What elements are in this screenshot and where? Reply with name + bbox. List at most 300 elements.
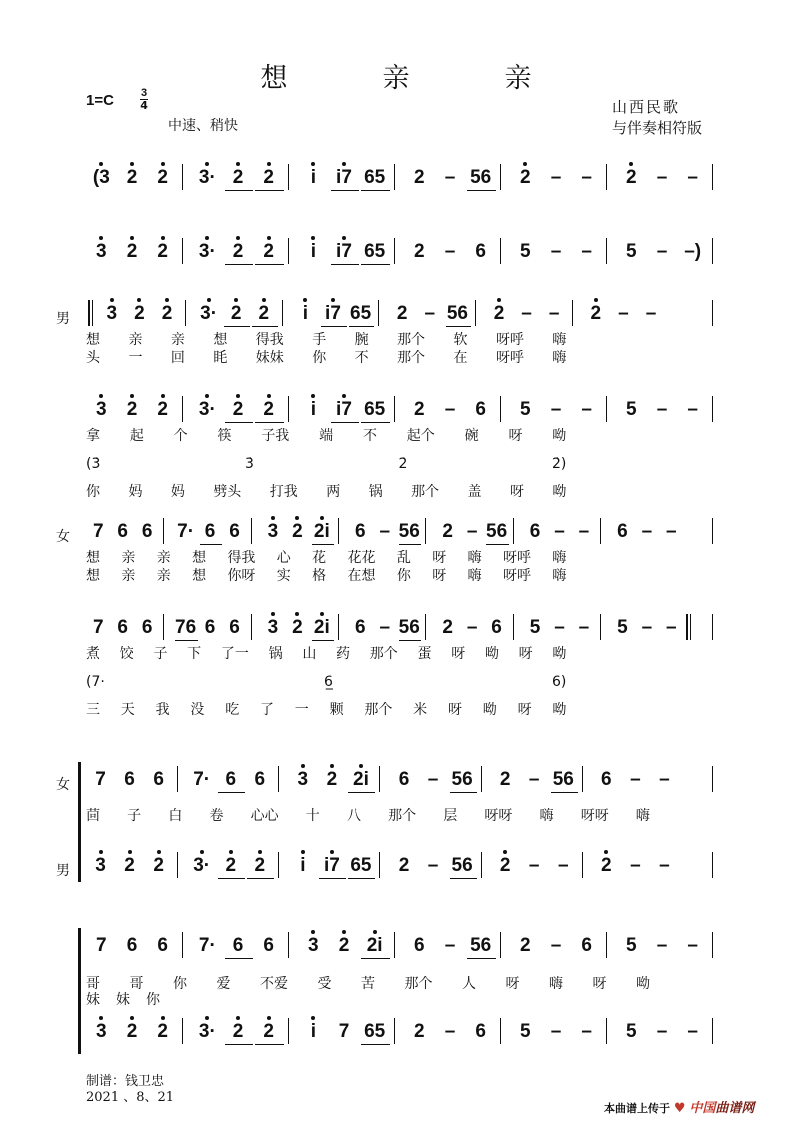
note: 2 [520,167,531,188]
note: 7 [338,1021,350,1042]
lyric-word: 碗 [464,428,479,444]
beam-line [399,640,421,641]
note: – [528,769,540,790]
lyric-word: 哥 [86,976,100,992]
bar-line [378,300,379,326]
bar-line [572,300,573,326]
note: 2 [520,935,531,956]
lyric-word: 2̇ [398,456,408,472]
bar-line [481,852,482,878]
lyric-word: 饺 [119,646,134,662]
bar-line [278,852,279,878]
bar-line-end [712,238,713,264]
lyric-word: 打我 [269,484,298,500]
note: 5 [626,399,637,420]
bar-line [379,766,380,792]
note: 6 [263,935,274,956]
lyric-word: 嗨 [552,550,567,566]
octave-dot [110,298,114,302]
octave-dot [497,298,501,302]
lyric-word: 一 [128,350,143,366]
beam-line [218,878,245,879]
bar-line [394,238,395,264]
bar-line-end [712,1018,713,1044]
octave-dot [157,850,161,854]
octave-dot [295,516,299,520]
credit-date: 2021 、8、21 [86,1090,175,1105]
bar-line [163,518,164,544]
beam-line [312,640,334,641]
note: 7· [193,769,211,790]
beam-line [255,422,284,423]
bar-line [606,238,607,264]
note: 3 [96,241,107,262]
bar-line [500,164,501,190]
lyric-word: 呀 [505,976,520,992]
lyric-word: 在想 [347,568,376,584]
lyric-line [86,484,566,500]
site-name-1: 中国 [689,1101,716,1116]
lyric-word: 实 [276,568,291,584]
lyric-word: 劈头 [213,484,242,500]
note: 2 [126,1021,138,1042]
bar-line [177,852,178,878]
note: 2 [442,617,453,638]
note: 3· [198,1021,216,1042]
note: – [618,303,629,324]
lyric-word: 手 [312,332,327,348]
lyric-word: 受 [317,976,332,992]
lyric-word: 嗨 [467,568,482,584]
bar-line [425,614,426,640]
bar-line [606,1018,607,1044]
lyric-word: 嗨 [552,350,567,366]
note: i7 [336,167,352,188]
lyric-word: 呀呀 [484,808,513,824]
lyric-word: 软 [453,332,468,348]
note: 2 [292,617,303,638]
note: 2 [626,167,637,188]
note: 6 [475,241,486,262]
octave-dot [523,162,527,166]
octave-dot [236,162,240,166]
octave-dot [205,394,209,398]
octave-dot [311,930,315,934]
note: – [687,167,698,188]
beam-line [225,422,254,423]
beam-line [321,326,347,327]
note: 2 [396,303,408,324]
lyric-word: 锅 [368,484,383,500]
note: 3 [96,399,107,420]
octave-dot [161,1016,165,1020]
note: 2 [442,521,453,542]
song-source: 山西民歌 [612,98,681,116]
note: 7 [92,521,104,542]
note: – [641,617,653,638]
lyric-word: 格 [312,568,327,584]
note: – [578,521,590,542]
lyric-word: 妈 [128,484,143,500]
note: – [554,617,565,638]
lyric-word: 嗨 [467,550,482,566]
note: – [656,399,668,420]
lyric-word: 山 [302,646,317,662]
credit-author: 制谱：钱卫忠 [86,1074,165,1089]
bar-line [182,396,183,422]
lyric-word: 那个 [369,646,398,662]
bar-line [288,238,289,264]
note: 5 [626,1021,637,1042]
octave-dot [137,298,141,302]
bar-line [163,614,164,640]
note: i7 [336,241,352,262]
note: – [581,1021,592,1042]
note: – [557,855,569,876]
lyric-word: 呦 [482,702,497,718]
note: i [302,303,309,324]
note: 2 [161,303,173,324]
note: – [466,617,478,638]
note: 6 [232,935,244,956]
bar-line [500,238,501,264]
note: – [581,241,592,262]
lyric-word: 呀 [447,702,462,718]
octave-dot [303,298,307,302]
lyric-word: 锅 [268,646,283,662]
note: 6 [355,617,366,638]
bar-line [394,1018,395,1044]
lyric-word: 呀 [592,976,607,992]
octave-dot [128,850,132,854]
note: – [645,303,657,324]
bar-line [394,164,395,190]
lyric-word: 煮 [86,646,100,662]
note: 6 [141,521,153,542]
note: 2 [414,167,425,188]
note: – [521,303,532,324]
note: 2 [157,1021,168,1042]
bar-line-end [712,396,713,422]
note: 65 [364,1021,386,1042]
note: 6 [141,617,153,638]
note: 3 [267,617,279,638]
note: 2 [254,855,266,876]
note: – [444,935,456,956]
bar-line [513,614,514,640]
note: – [659,769,670,790]
key-signature: 1=C [86,92,114,109]
system-bracket [78,928,81,1054]
note: 2 [414,399,425,420]
note: 6 [157,935,168,956]
note: – [659,855,670,876]
octave-dot [311,162,315,166]
bar-line [282,300,283,326]
lyric-word: 呀呀 [580,808,609,824]
lyric-word: 了 [259,702,274,718]
octave-dot [267,162,271,166]
octave-dot [205,1016,209,1020]
lyric-word: 不 [362,428,377,444]
note: – [444,399,456,420]
note: 2 [258,303,270,324]
lyric-line [86,702,566,718]
octave-dot [320,612,324,616]
bar-line [379,852,380,878]
note: 6 [398,769,410,790]
note: – [656,241,668,262]
note: 2 [601,855,612,876]
note: 6 [581,935,592,956]
bar-line [394,932,395,958]
note: 6 [601,769,612,790]
note: 56 [451,769,473,790]
note: 2 [493,303,505,324]
beam-line [361,958,390,959]
note: 6 [475,1021,486,1042]
note: 7 [95,769,106,790]
lyric-line [86,332,566,348]
note: – [687,1021,698,1042]
beam-line [361,264,390,265]
note: – [444,241,456,262]
lyric-word: 子 [127,808,142,824]
repeat-bar-thin [92,300,93,326]
note: – [444,167,456,188]
note: 2 [126,241,138,262]
octave-dot [130,394,134,398]
lyric-word: 呀呼 [502,550,531,566]
lyric-word: 起 [129,428,144,444]
beam-line [450,878,477,879]
lyric-word: 呦 [636,976,650,992]
lyric-word: 米 [413,702,428,718]
note: – [466,521,478,542]
note: – [641,521,653,542]
note: 2 [499,769,511,790]
note: – [528,855,540,876]
note: 2 [232,399,244,420]
beam-line [224,326,250,327]
note: – [581,167,592,188]
note: 2 [414,241,425,262]
note: 2 [124,855,135,876]
lyric-word: 2̇) [552,456,567,472]
lyric-word: 天 [120,702,135,718]
octave-dot [236,236,240,240]
note: – [550,167,562,188]
beam-line [331,264,360,265]
lyric-word: 人 [462,976,476,992]
note: 3 [267,521,279,542]
note: (3 [92,167,110,188]
octave-dot [258,850,262,854]
bar-line [606,396,607,422]
note: 2 [326,769,338,790]
note: 56 [486,521,508,542]
lyric-word: 妹妹 [255,350,284,366]
lyric-word: 那个 [397,350,426,366]
note: 2 [134,303,145,324]
note: i [310,399,316,420]
lyric-word: 下 [187,646,202,662]
lyric-line [86,992,160,1008]
lyric-word: (7· [86,674,105,690]
lyric-word: 你呀 [227,568,256,584]
bar-line [338,518,339,544]
lyric-word: 哥 [129,976,144,992]
octave-dot [267,394,271,398]
repeat-bar [88,300,90,326]
lyric-word: 眊 [213,350,228,366]
note: – [630,769,641,790]
note: 2 [590,303,602,324]
note: 56 [470,167,492,188]
lyric-word: 那个 [388,808,417,824]
octave-dot [271,516,275,520]
voice-label: 男 [56,863,70,879]
note: 5 [520,241,531,262]
time-signature [140,88,148,111]
lyric-word: 妹 [86,992,100,1008]
note: 76 [175,617,197,638]
octave-dot [267,236,271,240]
bar-line [182,164,183,190]
beam-line [200,544,222,545]
bar-line [338,614,339,640]
lyric-word: 腕 [354,332,369,348]
voice-label: 女 [56,529,70,545]
note: 5 [520,399,531,420]
octave-dot [161,394,165,398]
site-logo-icon: ♥ [673,1101,686,1116]
song-title: 想 亲 亲 [260,63,566,94]
note: 2 [292,521,303,542]
note: – [550,935,562,956]
lyric-line [86,568,566,584]
lyric-word: 了一 [220,646,249,662]
bar-line [500,396,501,422]
octave-dot [594,298,598,302]
lyric-word: 6) [552,674,567,690]
octave-dot [130,236,134,240]
bar-line [606,164,607,190]
octave-dot [200,850,204,854]
upload-note [604,1097,754,1116]
note: – [656,1021,668,1042]
beam-line [348,792,375,793]
lyric-word: 吃 [225,702,240,718]
note: 3 [297,769,309,790]
note: – [550,399,562,420]
bar-line [251,614,252,640]
beam-line [225,264,254,265]
octave-dot [130,162,134,166]
octave-dot [331,298,335,302]
note: – [424,303,436,324]
octave-dot [130,1016,134,1020]
bar-line-end [712,932,713,958]
note: – [656,935,668,956]
octave-dot [236,1016,240,1020]
note: 2 [157,241,168,262]
lyric-word: 药 [336,646,351,662]
lyric-word: 呀 [508,428,523,444]
lyric-word: 呦 [552,428,567,444]
note: – [427,855,439,876]
note: 6 [124,769,135,790]
octave-dot [205,162,209,166]
lyric-word: 苦 [361,976,375,992]
note: 6 [355,521,366,542]
lyric-word: 亲 [128,332,143,348]
note: – [379,617,391,638]
octave-dot [99,394,103,398]
octave-dot [262,298,266,302]
octave-dot [229,850,233,854]
lyric-word: 呀 [517,702,532,718]
beam-line [361,422,390,423]
bar-line [606,932,607,958]
lyric-line [86,428,566,444]
lyric-word: 妹 [116,992,130,1008]
note: 56 [451,855,473,876]
beam-line [319,878,346,879]
lyric-word: 呦 [484,646,499,662]
beam-line [175,640,197,641]
note: i [310,241,316,262]
note: 2 [232,1021,244,1042]
repeat-bar-thin [690,614,691,640]
note: 6 [617,521,628,542]
note: 6 [204,617,216,638]
note: 6 [153,769,164,790]
lyric-word: 子我 [261,428,290,444]
lyric-word: 两 [326,484,341,500]
note: 2i [313,617,330,638]
note: 6 [254,769,266,790]
note: – [427,769,439,790]
lyric-word: 想 [86,550,100,566]
note: 2 [338,935,350,956]
note: 2 [263,1021,274,1042]
lyric-word: 呀 [432,550,447,566]
note: – [630,855,641,876]
note: 3· [198,167,216,188]
bar-line [500,1018,501,1044]
note: 5 [529,617,541,638]
lyric-word: 呦 [552,484,567,500]
note: 6 [204,521,216,542]
lyric-line [86,350,566,366]
beam-line [247,878,274,879]
note: 2 [126,399,138,420]
beam-line [446,326,472,327]
lyric-word: 层 [443,808,458,824]
lyric-word: 蛋 [417,646,432,662]
note: i [310,167,316,188]
lyric-word: 你 [86,484,100,500]
lyric-word: 三 [86,702,100,718]
lyric-word: 得我 [255,332,284,348]
lyric-word: 拿 [86,428,100,444]
lyric-word: 心 [276,550,291,566]
beam-line [331,190,360,191]
note: 2i [353,769,369,790]
lyric-word: 呀 [518,646,533,662]
octave-dot [295,612,299,616]
